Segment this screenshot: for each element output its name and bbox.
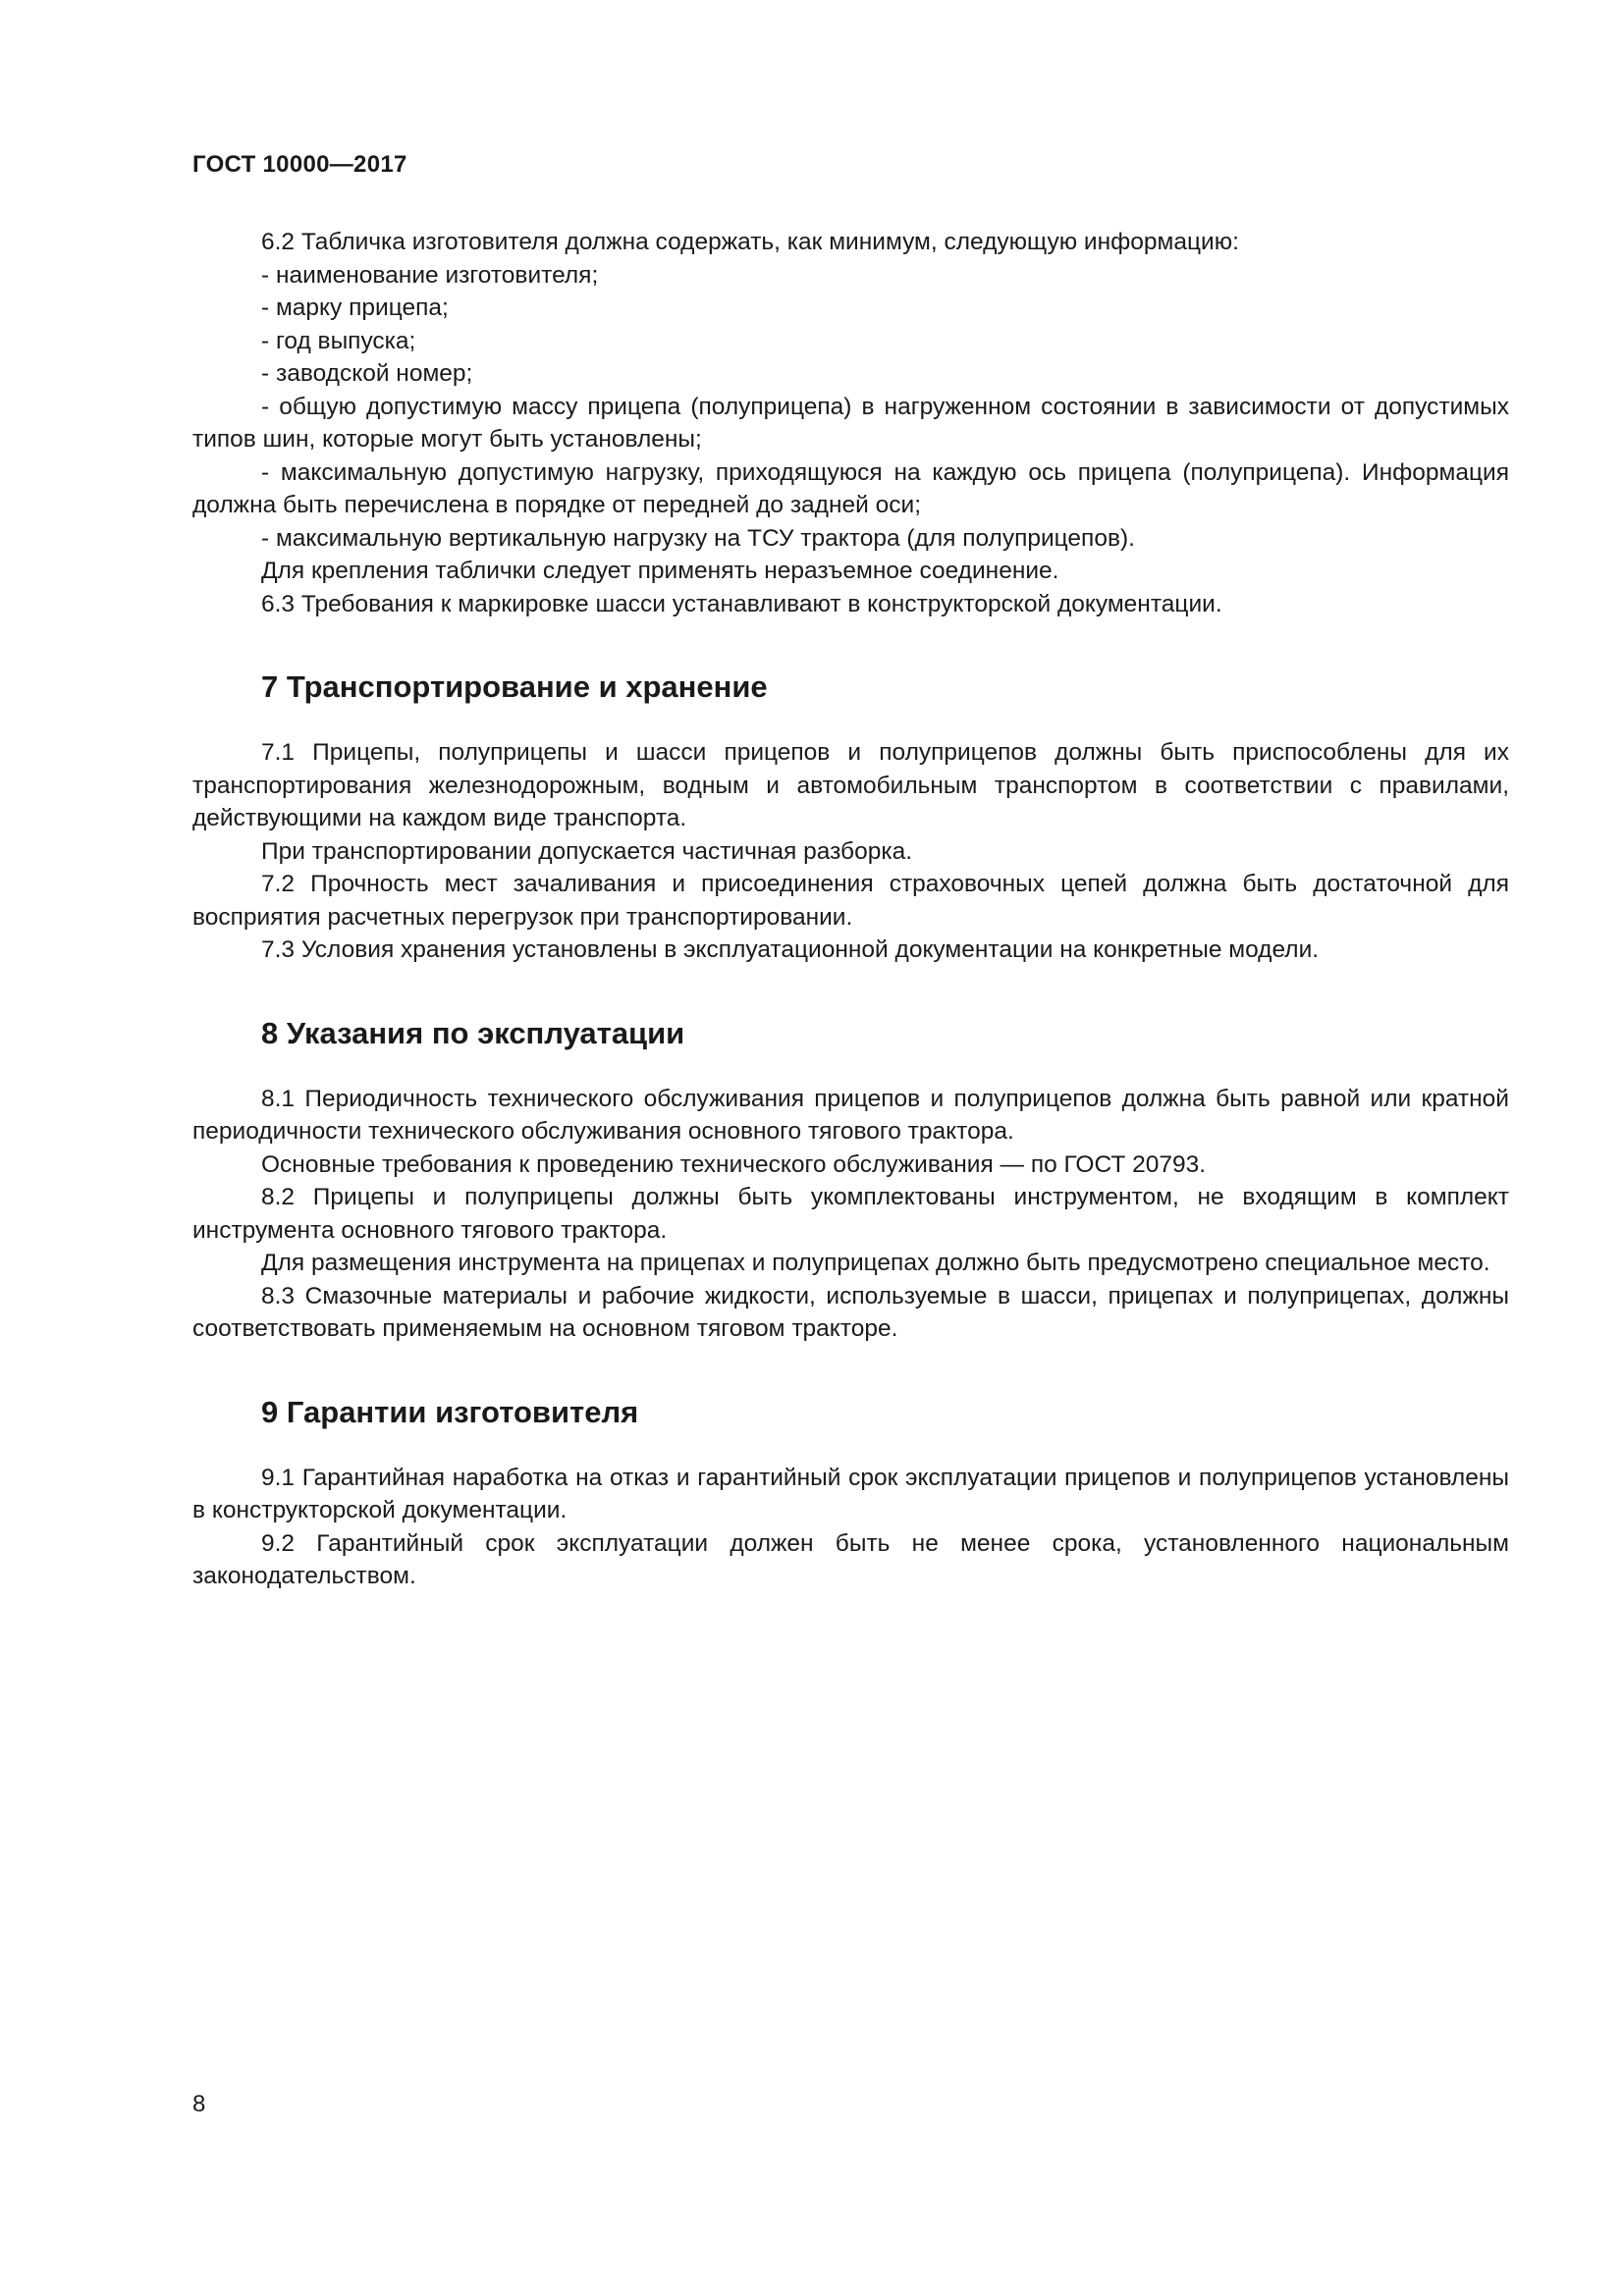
paragraph-7-1: 7.1 Прицепы, полуприцепы и шасси прицепов и полуприцепов должны быть приспособлены для их транспортирования железнодорожным, водным и автомобильным транспортом в соответствии с правилами, действующими на каждом виде транспорта. (192, 739, 1509, 831)
list-item: - максимальную вертикальную нагрузку на ТСУ трактора (для полуприцепов). (261, 524, 1135, 552)
paragraph-8-3: 8.3 Смазочные материалы и рабочие жидкости, используемые в шасси, прицепах и полуприцепах, должны соответствовать применяемым на основном тяговом тракторе. (192, 1282, 1509, 1342)
paragraph-8-1: 8.1 Периодичность технического обслуживания прицепов и полуприцепов должна быть равной или кратной периодичности технического обслуживания основного тягового трактора. (192, 1085, 1509, 1145)
paragraph-9-2: 9.2 Гарантийный срок эксплуатации должен быть не менее срока, установленного национальным законодательством. (192, 1529, 1509, 1589)
paragraph-7-2: 7.2 Прочность мест зачаливания и присоединения страховочных цепей должна быть достаточной для восприятия расчетных перегрузок при транспортировании. (192, 871, 1509, 931)
page-number: 8 (192, 2091, 206, 2117)
paragraph-8-2: 8.2 Прицепы и полуприцепы должны быть укомплектованы инструментом, не входящим в комплект инструмента основного тягового трактора. (192, 1184, 1509, 1244)
list-item: - марку прицепа; (261, 294, 449, 321)
section-title-8: 8 Указания по эксплуатации (261, 1015, 685, 1050)
list-item: - максимальную допустимую нагрузку, приходящуюся на каждую ось прицепа (полуприцепа). Информация должна быть перечислена в порядке от передней до задней оси; (192, 458, 1509, 518)
document-header: ГОСТ 10000—2017 (192, 151, 407, 178)
paragraph-8-1-note: Основные требования к проведению технического обслуживания — по ГОСТ 20793. (261, 1150, 1207, 1178)
paragraph-6-2: 6.2 Табличка изготовителя должна содержать, как минимум, следующую информацию: (261, 229, 1239, 255)
paragraph-9-1: 9.1 Гарантийная наработка на отказ и гарантийный срок эксплуатации прицепов и полуприцепов установлены в конструкторской документации. (192, 1464, 1509, 1523)
section-title-7: 7 Транспортирование и хранение (261, 669, 768, 704)
document-body (192, 226, 1509, 1593)
paragraph-7-3: 7.3 Условия хранения установлены в эксплуатационной документации на конкретные модели. (261, 936, 1320, 963)
paragraph-6-3: 6.3 Требования к маркировке шасси устанавливают в конструкторской документации. (261, 590, 1222, 617)
section-title-9: 9 Гарантии изготовителя (261, 1394, 639, 1429)
list-item: - год выпуска; (261, 327, 416, 354)
list-item: - заводской номер; (261, 360, 473, 387)
list-item: - общую допустимую массу прицепа (полуприцепа) в нагруженном состоянии в зависимости от допустимых типов шин, которые могут быть установлены; (192, 393, 1509, 453)
paragraph-8-2-note: Для размещения инструмента на прицепах и полуприцепах должно быть предусмотрено специальное место. (261, 1250, 1490, 1276)
paragraph-6-2-fixing: Для крепления таблички следует применять неразъемное соединение. (261, 558, 1059, 584)
paragraph-7-1-note: При транспортировании допускается частичная разборка. (261, 837, 913, 865)
list-item: - наименование изготовителя; (261, 261, 599, 289)
